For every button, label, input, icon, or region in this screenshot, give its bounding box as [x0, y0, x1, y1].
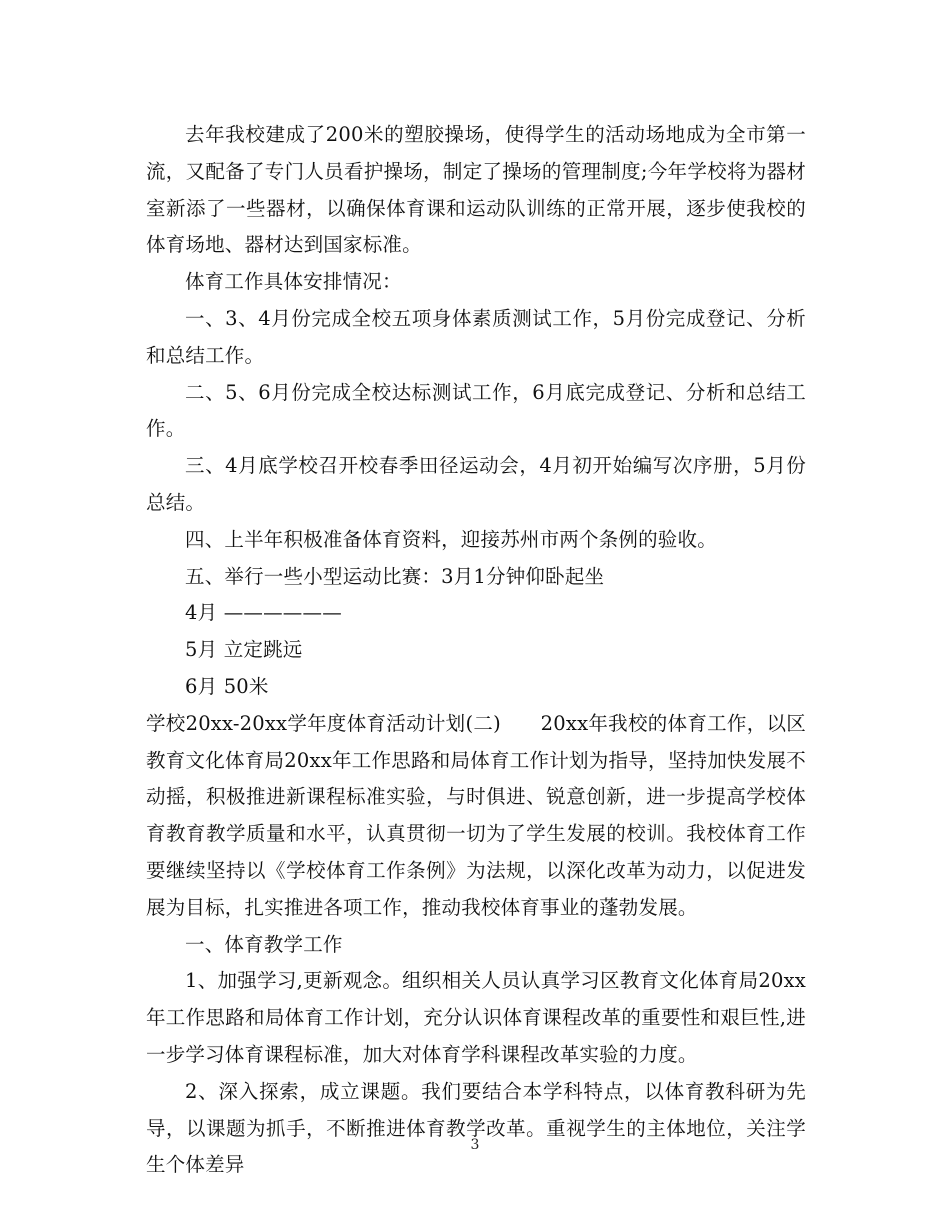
page-number: 3	[470, 1137, 480, 1153]
paragraph-item-1: 一、3、4月份完成全校五项身体素质测试工作，5月份完成登记、分析和总结工作。	[146, 306, 806, 367]
paragraph-section-1-heading: 一、体育教学工作	[185, 932, 343, 956]
document-body	[146, 117, 806, 1184]
paragraph-item-5: 五、举行一些小型运动比赛：3月1分钟仰卧起坐	[185, 564, 605, 588]
paragraph-facilities: 去年我校建成了200米的塑胶操场，使得学生的活动场地成为全市第一流，又配备了专门人员看护操场，制定了操场的管理制度;今年学校将为器材室新添了一些器材，以确保体育课和运动队训练的正常开展，逐步使我校的体育场地、器材达到国家标准。	[146, 123, 806, 257]
paragraph-may: 5月 立定跳远	[185, 638, 303, 662]
paragraph-item-2: 二、5、6月份完成全校达标测试工作，6月底完成登记、分析和总结工作。	[146, 380, 806, 441]
paragraph-plan-two: 学校20xx-20xx学年度体育活动计划(二) 20xx年我校的体育工作，以区教育文化体育局20xx年工作思路和局体育工作计划为指导，坚持加快发展不动摇，积极推进新课程标准实验，与时俱进、锐意创新，进一步提高学校体育教育教学质量和水平，认真贯彻一切为了学生发展的校训。我校体育工作要继续坚持以《学校体育工作条例》为法规，以深化改革为动力，以促进发展为目标，扎实推进各项工作，推动我校体育事业的蓬勃发展。	[146, 711, 806, 919]
paragraph-item-3: 三、4月底学校召开校春季田径运动会，4月初开始编写次序册，5月份总结。	[146, 454, 806, 514]
paragraph-explore: 2、深入探索，成立课题。我们要结合本学科特点，以体育教科研为先导，以课题为抓手，不断推进体育教学改革。重视学生的主体地位，关注学生个体差异	[146, 1079, 806, 1177]
paragraph-arrangements-heading: 体育工作具体安排情况：	[185, 270, 402, 294]
paragraph-april: 4月 ——————	[185, 601, 342, 625]
paragraph-item-4: 四、上半年积极准备体育资料，迎接苏州市两个条例的验收。	[185, 527, 717, 551]
paragraph-study: 1、加强学习,更新观念。组织相关人员认真学习区教育文化体育局20xx年工作思路和局体育工作计划，充分认识体育课程改革的重要性和艰巨性,进一步学习体育课程标准，加大对体育学科课程改革实验的力度。	[146, 969, 806, 1066]
paragraph-june: 6月 50米	[185, 674, 269, 698]
